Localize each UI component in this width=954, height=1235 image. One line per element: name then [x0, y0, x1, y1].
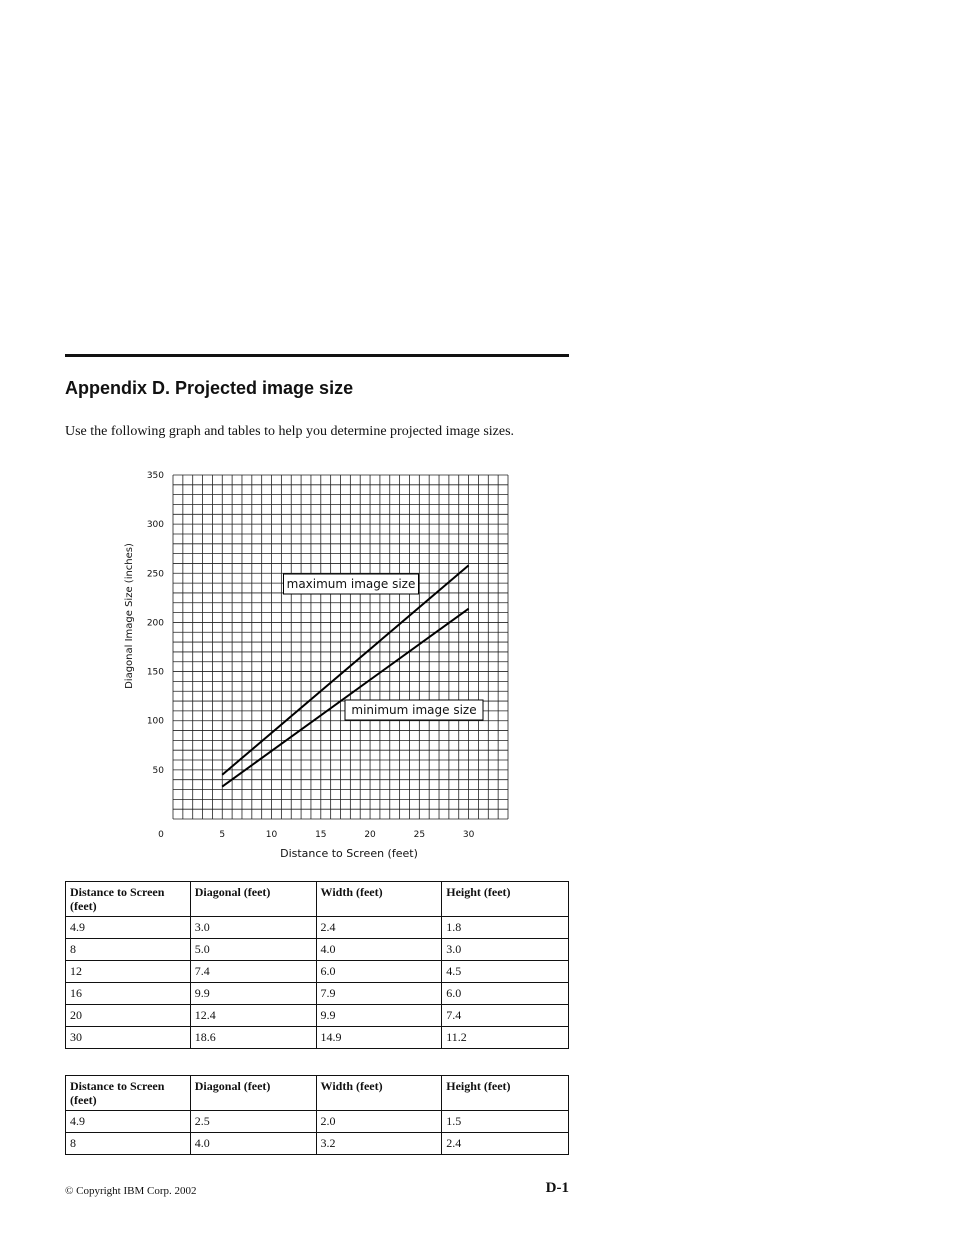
maximum-image-size-label: maximum image size	[286, 577, 416, 591]
table-cell: 4.9	[66, 1111, 191, 1133]
table-cell: 6.0	[316, 961, 442, 983]
table-cell: 8	[66, 1133, 191, 1155]
table-header-cell: Diagonal (feet)	[190, 882, 316, 917]
table-cell: 7.4	[442, 1005, 569, 1027]
table-row	[66, 983, 569, 1005]
table-cell: 7.4	[190, 961, 316, 983]
table-cell: 11.2	[442, 1027, 569, 1049]
section-rule	[65, 354, 569, 357]
y-tick-label: 200	[146, 618, 164, 629]
table-cell: 4.0	[190, 1133, 316, 1155]
x-tick-label: 10	[265, 830, 278, 840]
x-tick-label: 20	[364, 830, 376, 840]
table-cell: 3.0	[190, 917, 316, 939]
x-axis-label: Distance to Screen (feet)	[280, 847, 418, 860]
y-tick-label: 250	[146, 569, 164, 580]
table-row	[66, 1133, 569, 1155]
table-cell: 8	[66, 939, 191, 961]
table-header-cell: Distance to Screen (feet)	[66, 882, 191, 917]
image-size-table-2	[65, 1075, 569, 1155]
table-row	[66, 1005, 569, 1027]
y-tick-label: 50	[152, 765, 164, 776]
maximum-image-size-line	[222, 565, 468, 774]
intro-paragraph: Use the following graph and tables to help you determine projected image sizes.	[65, 424, 515, 439]
table-row	[66, 961, 569, 983]
table-cell: 4.0	[316, 939, 442, 961]
table-cell: 7.9	[316, 983, 442, 1005]
table-header-cell: Distance to Screen (feet)	[66, 1076, 191, 1111]
table-row	[66, 1111, 569, 1133]
page-title: Appendix D. Projected image size	[65, 378, 354, 398]
table-cell: 3.2	[316, 1133, 442, 1155]
table-header-row	[66, 882, 569, 917]
table-cell: 9.9	[316, 1005, 442, 1027]
table-cell: 2.5	[190, 1111, 316, 1133]
table-cell: 12.4	[190, 1005, 316, 1027]
table-cell: 16	[66, 983, 191, 1005]
y-tick-label: 150	[146, 667, 164, 678]
table-cell: 20	[66, 1005, 191, 1027]
table-cell: 1.8	[442, 917, 569, 939]
table-row	[66, 939, 569, 961]
x-tick-label: 30	[462, 830, 475, 840]
y-tick-label: 100	[146, 716, 164, 727]
table-row	[66, 917, 569, 939]
table-header-row	[66, 1076, 569, 1111]
x-tick-label: 25	[413, 830, 426, 840]
origin-tick-label: 0	[158, 830, 164, 840]
table-cell: 4.9	[66, 917, 191, 939]
image-size-table-1	[65, 881, 569, 1049]
chart-grid	[173, 475, 508, 819]
table-cell: 2.0	[316, 1111, 442, 1133]
table-header-cell: Height (feet)	[442, 1076, 569, 1111]
table-cell: 1.5	[442, 1111, 569, 1133]
table-header-cell: Height (feet)	[442, 882, 569, 917]
table-cell: 12	[66, 961, 191, 983]
table-cell: 9.9	[190, 983, 316, 1005]
minimum-image-size-label: minimum image size	[351, 703, 477, 717]
table-cell: 2.4	[442, 1133, 569, 1155]
table-cell: 18.6	[190, 1027, 316, 1049]
x-tick-label: 5	[219, 830, 226, 840]
table-cell: 5.0	[190, 939, 316, 961]
y-tick-label: 350	[146, 471, 164, 481]
y-tick-label: 300	[146, 520, 164, 531]
table-header-cell: Width (feet)	[316, 882, 442, 917]
table-cell: 30	[66, 1027, 191, 1049]
table-row	[66, 1027, 569, 1049]
table-cell: 2.4	[316, 917, 442, 939]
table-cell: 4.5	[442, 961, 569, 983]
x-tick-label: 15	[315, 830, 327, 840]
table-cell: 3.0	[442, 939, 569, 961]
page-number: D-1	[545, 1180, 569, 1196]
table-cell: 14.9	[316, 1027, 442, 1049]
copyright-notice: © Copyright IBM Corp. 2002	[65, 1185, 197, 1197]
table-header-cell: Diagonal (feet)	[190, 1076, 316, 1111]
table-cell: 6.0	[442, 983, 569, 1005]
image-size-chart	[110, 462, 530, 867]
y-axis-label: Diagonal Image Size (inches)	[124, 543, 135, 689]
table-header-cell: Width (feet)	[316, 1076, 442, 1111]
